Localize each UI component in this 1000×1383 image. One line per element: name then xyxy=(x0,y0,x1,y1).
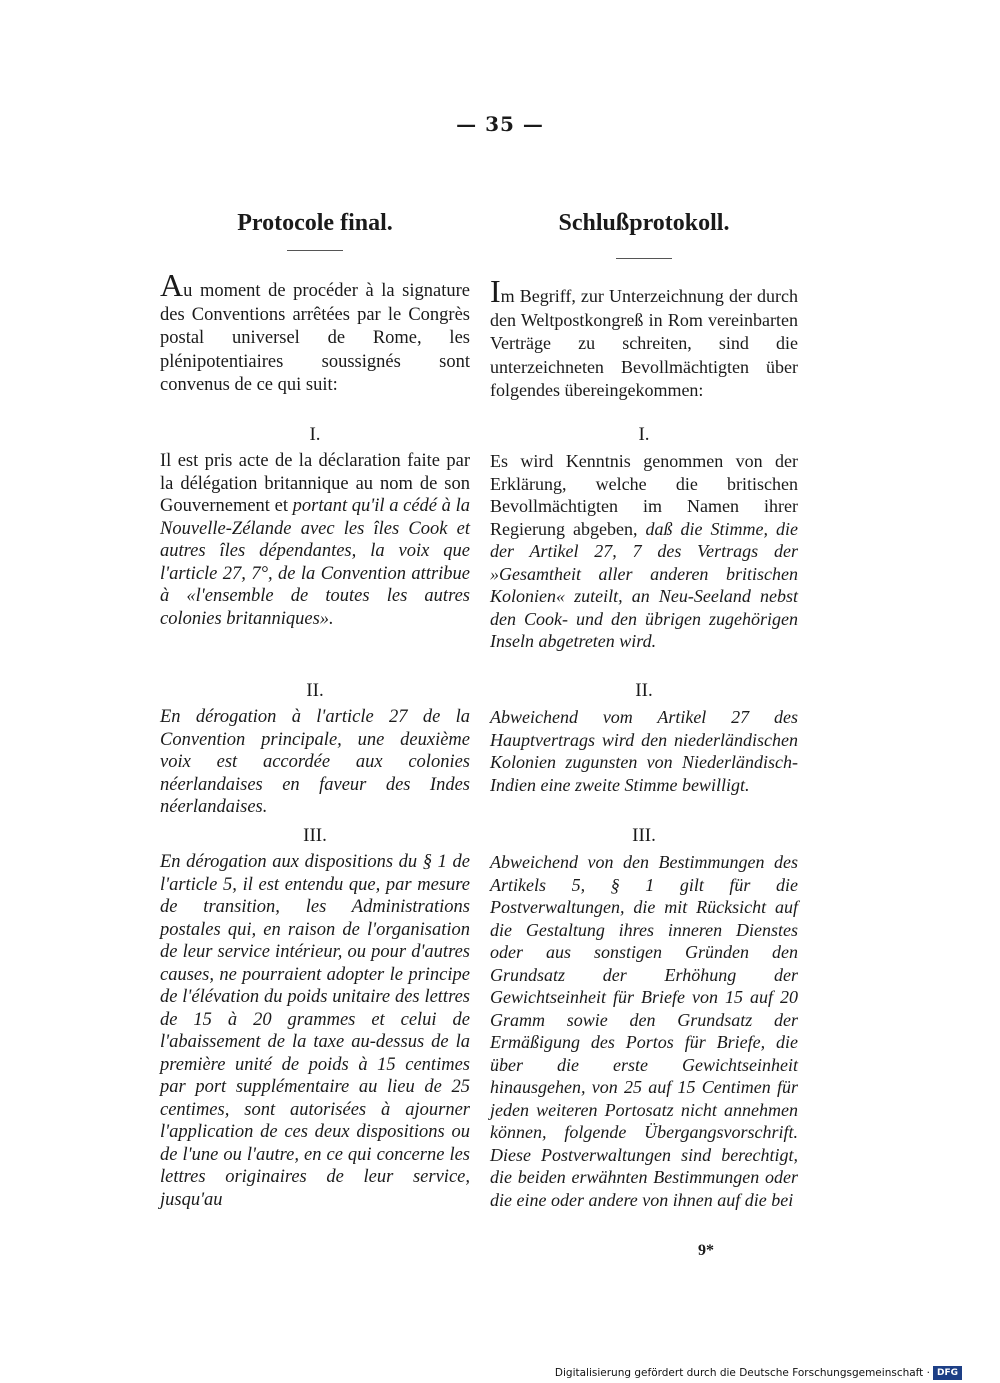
french-title-rule xyxy=(287,250,343,251)
german-section-1-numeral: I. xyxy=(638,424,650,445)
signature-mark: 9* xyxy=(698,1242,714,1259)
french-section-3-numeral: III. xyxy=(303,825,327,846)
french-section-1-numeral: I. xyxy=(309,424,321,445)
dfg-logo-icon: DFG xyxy=(933,1366,962,1380)
german-title: Schlußprotokoll. xyxy=(558,210,730,236)
french-section-2-numeral: II. xyxy=(306,680,324,701)
footer-text: Digitalisierung gefördert durch die Deutsche Forschungsgemeinschaft · xyxy=(554,1367,930,1379)
footer xyxy=(555,1366,962,1380)
german-section-2-text: Abweichend vom Artikel 27 des Hauptvertrags wird den niederländischen Kolonien zugunsten von Niederländisch-Indien eine zweite Stimme bewilligt. xyxy=(490,707,798,795)
german-section-1-italic: daß die Stimme, die der Artikel 27, 7 des Vertrags der »Gesamtheit aller anderen britischen Kolonien« zuteilt, an Neu-Seeland nebst den Cook- und den übrigen zugehörigen Inseln abgetreten wird. xyxy=(490,518,798,651)
french-section-3-text: En dérogation aux dispositions du § 1 de l'article 5, il est entendu que, par mesure de transition, les Administrations postales qui, en raison de l'organisation de leur service intérieur, ou pour d'autres causes, ne pourraient adopter le principe de l'élévation du poids unitaire des lettres de 15 à 20 grammes et celui de l'abaissement de la taxe au-dessus de la première unité de poids à 15 centimes par port supplémentaire au lieu de 25 centimes, sont autorisées à ajourner l'application de ces deux dispositions ou de l'une ou l'autre, en ce qui concerne les lettres originaires de leur service, jusqu'au xyxy=(160,852,470,1210)
german-section-3-numeral: III. xyxy=(632,825,656,846)
french-section-1-plain: Il est pris acte de la déclaration faite par la délégation britannique au nom de son Gouvernement et xyxy=(160,451,470,516)
french-intro-dropcap: A xyxy=(160,267,184,303)
french-intro-text: u moment de procéder à la signature des Conventions arrêtées par le Congrès postal universel de Rome, les plénipotentiaires soussignés sont convenus de ce qui suit: xyxy=(160,281,470,395)
german-intro-text: m Begriff, zur Unterzeichnung der durch den Weltpostkongreß in Rom vereinbarten Verträge zu schreiten, sind die unterzeichneten Bevollmächtigten über folgendes übereingekommen: xyxy=(490,286,798,400)
french-title: Protocole final. xyxy=(237,210,393,236)
german-section-3-text: Abweichend von den Bestimmungen des Artikels 5, § 1 gilt für die Postverwaltungen, die mit Rücksicht auf die Gestaltung ihres inneren Dienstes oder aus sonstigen Gründen den Grundsatz der Erhöhung der Gewichtseinheit für Briefe von 15 auf 20 Gramm sowie den Grundsatz der Ermäßigung des Portos für Briefe, die über die erste Gewichtseinheit hinausgehen, von 25 auf 15 Centimen für jeden weiteren Portosatz nicht annehmen können, folgende Übergangsvorschrift. Diese Postverwaltungen sind berechtigt, die beiden erwähnten Bestimmungen oder die eine oder andere von ihnen auf die bei xyxy=(490,852,798,1210)
german-intro-paragraph xyxy=(490,273,798,403)
french-section-1-text xyxy=(160,450,470,630)
german-section-2-numeral: II. xyxy=(635,680,653,701)
french-intro-paragraph xyxy=(160,267,470,398)
german-section-1-plain: Es wird Kenntnis genommen von der Erklärung, welche die britischen Bevollmächtigten im Namen ihrer Regierung abgeben, xyxy=(490,451,798,539)
german-section-1-text xyxy=(490,450,798,653)
german-intro-dropcap: I xyxy=(490,273,501,309)
german-title-rule xyxy=(616,258,672,259)
french-section-1-italic: portant qu'il a cédé à la Nouvelle-Zélande avec les îles Cook et autres îles dépendantes, la voix que l'article 27, 7°, de la Convention attribue à «l'ensemble de toutes les autres colonies britanniques». xyxy=(160,496,470,629)
french-section-2-text: En dérogation à l'article 27 de la Convention principale, une deuxième voix est accordée aux colonies néerlandaises en faveur des Indes néerlandaises. xyxy=(160,707,470,817)
page-number: — 35 — xyxy=(456,112,544,136)
